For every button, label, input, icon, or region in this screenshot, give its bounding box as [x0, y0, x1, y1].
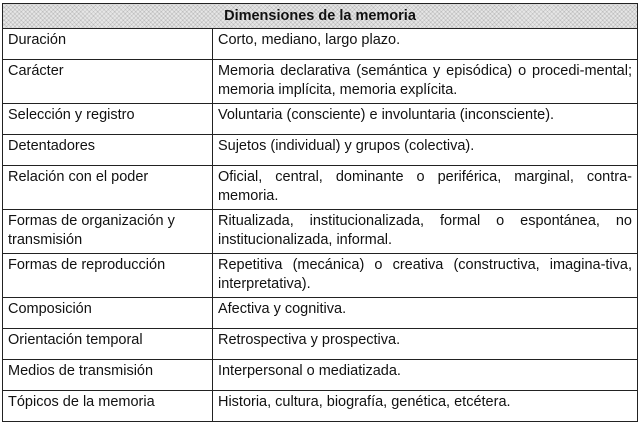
- table-row: [3, 329, 638, 360]
- dimension-cell: Composición: [3, 298, 213, 329]
- dimension-cell: Selección y registro: [3, 104, 213, 135]
- value-cell: Memoria declarativa (semántica y episódica) o procedi-mental; memoria implícita, memoria explícita.: [212, 60, 637, 104]
- value-cell: Voluntaria (consciente) e involuntaria (inconsciente).: [212, 104, 637, 135]
- dimension-cell: Relación con el poder: [3, 166, 213, 210]
- table-row: [3, 104, 638, 135]
- table-row: [3, 391, 638, 422]
- table-row: [3, 60, 638, 104]
- table-row: [3, 166, 638, 210]
- dimension-cell: Formas de organización y transmisión: [3, 210, 213, 254]
- value-cell: Sujetos (individual) y grupos (colectiva).: [212, 135, 637, 166]
- table-header-row: [3, 4, 638, 29]
- value-cell: Afectiva y cognitiva.: [212, 298, 637, 329]
- value-cell: Repetitiva (mecánica) o creativa (constructiva, imagina-tiva, interpretativa).: [212, 254, 637, 298]
- memory-dimensions-table: [2, 3, 638, 422]
- value-cell: Oficial, central, dominante o periférica, marginal, contra-memoria.: [212, 166, 637, 210]
- value-cell: Corto, mediano, largo plazo.: [212, 29, 637, 60]
- table-row: [3, 360, 638, 391]
- table-row: [3, 254, 638, 298]
- value-cell: Retrospectiva y prospectiva.: [212, 329, 637, 360]
- table-row: [3, 29, 638, 60]
- value-cell: Ritualizada, institucionalizada, formal o espontánea, no institucionalizada, informal.: [212, 210, 637, 254]
- dimension-cell: Tópicos de la memoria: [3, 391, 213, 422]
- dimension-cell: Carácter: [3, 60, 213, 104]
- dimension-cell: Formas de reproducción: [3, 254, 213, 298]
- dimension-cell: Medios de transmisión: [3, 360, 213, 391]
- value-cell: Historia, cultura, biografía, genética, etcétera.: [212, 391, 637, 422]
- dimension-cell: Duración: [3, 29, 213, 60]
- dimension-cell: Orientación temporal: [3, 329, 213, 360]
- value-cell: Interpersonal o mediatizada.: [212, 360, 637, 391]
- table-row: [3, 135, 638, 166]
- table-row: [3, 298, 638, 329]
- dimension-cell: Detentadores: [3, 135, 213, 166]
- table-row: [3, 210, 638, 254]
- table-title: Dimensiones de la memoria: [3, 4, 638, 29]
